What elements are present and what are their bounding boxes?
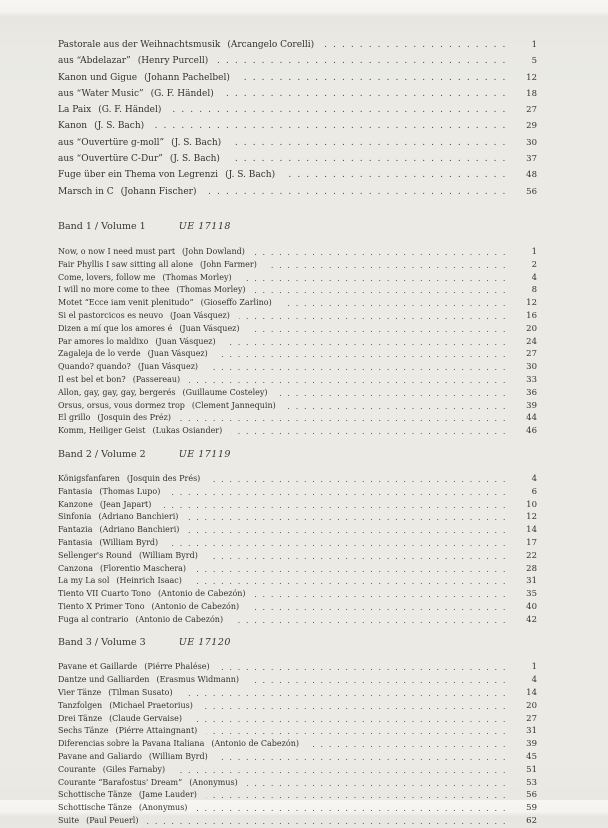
entry-title: Pavane et Gaillarde: [58, 662, 138, 672]
entry-composer: (Piérre Attaingnant): [115, 726, 198, 736]
dot-leader: [281, 297, 507, 310]
entry-title: Il est bel et bon?: [58, 374, 126, 384]
entry-title: Vier Tänze: [58, 688, 102, 698]
band-3-catalog-number: UE 17120: [178, 637, 231, 649]
entry-page-number: 4: [531, 473, 537, 484]
entry-page-number: 4: [531, 272, 537, 283]
toc-entry-row: [58, 102, 537, 118]
entry-title: Königsfanfaren: [58, 473, 120, 483]
entry-title: aus “Ouvertüre C-Dur”: [58, 154, 163, 165]
entry-title: Tanzfolgen: [58, 700, 103, 710]
entry-title: Suite: [58, 816, 80, 826]
entry-composer: (Thomas Morley): [162, 272, 232, 282]
toc-entry-row: [58, 361, 537, 374]
entry-composer: (Josquin des Préz): [97, 413, 171, 423]
band-1-catalog-number: UE 17118: [178, 220, 231, 232]
entry-page-number: 8: [531, 285, 537, 296]
toc-entry-row: [58, 86, 537, 102]
entry-composer: (Adriano Banchieri): [99, 525, 180, 535]
entry-composer: (Juan Vásquez): [137, 362, 199, 372]
toc-entry-row: [58, 425, 537, 438]
toc-entry-row: [58, 135, 537, 151]
toc-entry-row: [58, 777, 537, 790]
entry-composer: (Antonio de Cabezón): [151, 601, 240, 611]
entry-page-number: 30: [526, 137, 537, 148]
toc-entry-row: [58, 184, 537, 200]
toc-entry-row: [58, 167, 537, 183]
entry-composer: (Paul Peuerl): [86, 816, 139, 826]
entry-title: El grillo: [58, 413, 91, 423]
entry-title: Allon, gay, gay, gay, bergerés: [58, 387, 176, 397]
toc-entry-row: [58, 374, 537, 387]
table-of-contents: [58, 0, 537, 828]
toc-entry-row: [58, 412, 537, 425]
entry-composer: (William Byrd): [148, 752, 208, 762]
toc-entry-list: [58, 473, 537, 627]
dot-leader: [248, 674, 507, 687]
toc-entry-row: [58, 751, 537, 764]
entry-page-number: 42: [526, 614, 537, 625]
entry-page-number: 6: [531, 486, 537, 497]
toc-entry-row: [58, 259, 537, 272]
entry-composer: (Claude Gervaise): [109, 713, 182, 723]
toc-entry-row: [58, 524, 537, 537]
entry-composer: (William Byrd): [139, 550, 198, 560]
entry-composer: (Antonio de Cabezón): [157, 589, 246, 599]
entry-title: Kanon und Gigue: [58, 72, 138, 83]
band-2-catalog-number: UE 17119: [178, 448, 231, 460]
entry-composer: (Passereau): [132, 374, 181, 384]
entry-title: Zagaleja de lo verde: [58, 349, 141, 359]
entry-composer: (Arcangelo Corelli): [227, 40, 315, 50]
toc-entry-row: [58, 118, 537, 134]
entry-page-number: 31: [526, 576, 537, 587]
entry-composer: (Thomas Morley): [176, 285, 246, 295]
entry-title: Fair Phyllis I saw sitting all alone: [58, 259, 193, 269]
entry-page-number: 27: [526, 105, 537, 116]
entry-composer: (G. F. Händel): [98, 105, 162, 116]
entry-title: I will no more come to thee: [58, 285, 170, 295]
entry-page-number: 12: [526, 298, 537, 309]
entry-page-number: 17: [526, 537, 537, 548]
entry-page-number: 2: [531, 259, 537, 270]
entry-page-number: 46: [526, 426, 537, 437]
entry-title: aus “Abdelazar”: [58, 56, 131, 67]
entry-composer: (Antonio de Cabezón): [135, 614, 224, 624]
dot-leader: [202, 700, 507, 713]
dot-leader: [308, 738, 507, 751]
toc-entry-row: [58, 550, 537, 563]
entry-title: Orsus, orsus, vous dormez trop: [58, 400, 185, 410]
entry-page-number: 24: [526, 336, 537, 347]
entry-page-number: 1: [531, 246, 537, 257]
toc-entry-row: [58, 297, 537, 310]
toc-entry-row: [58, 499, 537, 512]
band-3-header: [58, 637, 537, 649]
dot-leader: [169, 486, 507, 499]
entry-title: Dizen a mí que los amores é: [58, 323, 173, 333]
entry-page-number: 39: [526, 739, 537, 750]
entry-title: Kanzone: [58, 499, 93, 509]
dot-leader: [153, 118, 507, 134]
dot-leader: [255, 588, 507, 601]
entry-title: Sinfonia: [58, 512, 92, 522]
entry-composer: (Henry Purcell): [137, 56, 209, 67]
entry-composer: (J. S. Bach): [94, 121, 145, 132]
entry-composer: (Joan Vásquez): [170, 310, 230, 320]
entry-title: Tiento X Primer Tono: [58, 601, 145, 611]
dot-leader: [207, 550, 507, 563]
dot-leader: [182, 687, 507, 700]
dot-leader: [191, 575, 507, 588]
entry-title: aus “Ouvertüre g-moll”: [58, 137, 165, 148]
entry-composer: (Juan Vásquez): [147, 349, 208, 359]
dot-leader: [189, 374, 507, 387]
band-1-title: Band 1 / Volume 1: [58, 220, 146, 232]
entry-page-number: 48: [526, 170, 537, 181]
entry-page-number: 22: [526, 550, 537, 561]
entry-title: Sellenger's Round: [58, 550, 133, 560]
toc-entry-row: [58, 815, 537, 828]
toc-entry-row: [58, 601, 537, 614]
entry-composer: (J. S. Bach): [171, 137, 222, 148]
toc-entry-row: [58, 687, 537, 700]
toc-entry-row: [58, 336, 537, 349]
entry-composer: (Giles Farnaby): [102, 764, 166, 774]
entry-page-number: 20: [526, 323, 537, 334]
band-1-header: [58, 221, 537, 233]
toc-entry-row: [58, 537, 537, 550]
entry-composer: (Jean Japart): [99, 499, 152, 509]
entry-title: La Paix: [58, 105, 92, 116]
entry-composer: (John Dowland): [182, 246, 245, 256]
entry-composer: (Clement Jannequin): [191, 400, 276, 410]
toc-entry-row: [58, 713, 537, 726]
entry-title: aus “Water Music”: [58, 88, 144, 99]
dot-leader: [206, 725, 507, 738]
entry-composer: (Florentio Maschera): [100, 563, 187, 573]
dot-leader: [223, 86, 507, 102]
entry-page-number: 1: [531, 40, 537, 50]
entry-composer: (Tilman Susato): [108, 688, 173, 698]
band-2-title: Band 2 / Volume 2: [58, 448, 146, 460]
toc-entry-row: [58, 674, 537, 687]
dot-leader: [206, 789, 507, 802]
entry-composer: (Josquin des Prés): [126, 473, 201, 483]
entry-page-number: 29: [526, 121, 537, 132]
dot-leader: [229, 151, 507, 167]
toc-entry-row: [58, 486, 537, 499]
toc-entry-row: [58, 588, 537, 601]
entry-composer: (Lukas Osiander): [152, 426, 223, 436]
entry-composer: (Heinrich Isaac): [116, 576, 182, 586]
toc-entry-row: [58, 614, 537, 627]
entry-page-number: 27: [526, 349, 537, 360]
dot-leader: [180, 412, 507, 425]
dot-leader: [232, 614, 507, 627]
toc-entry-row: [58, 764, 537, 777]
dot-leader: [147, 815, 507, 828]
toc-entry-row: [58, 70, 537, 86]
entry-page-number: 12: [526, 512, 537, 523]
entry-title: Motet “Ecce iam venit plenitudo”: [58, 298, 194, 308]
dot-leader: [206, 184, 508, 200]
entry-composer: (Thomas Lupo): [99, 486, 161, 496]
entry-page-number: 31: [526, 726, 537, 737]
toc-entry-row: [58, 323, 537, 336]
entry-page-number: 14: [526, 525, 537, 536]
entry-composer: (Piérre Phalése): [144, 662, 210, 672]
entry-page-number: 62: [526, 816, 537, 827]
entry-composer: (Juan Vásquez): [155, 336, 216, 346]
toc-entry-row: [58, 725, 537, 738]
toc-section-band-3: [58, 637, 537, 827]
toc-entry-row: [58, 789, 537, 802]
dot-leader: [277, 387, 507, 400]
dot-leader: [196, 802, 507, 815]
entry-page-number: 39: [526, 400, 537, 411]
entry-title: La my La sol: [58, 576, 110, 586]
entry-composer: (William Byrd): [99, 537, 159, 547]
dot-leader: [285, 400, 507, 413]
entry-composer: (Gioseffo Zarlino): [200, 298, 272, 308]
entry-title: Si el pastorcicos es neuvo: [58, 310, 164, 320]
dot-leader: [207, 361, 507, 374]
entry-page-number: 5: [531, 56, 537, 67]
entry-composer: (Anonymus): [189, 777, 238, 787]
entry-composer: (Adriano Banchieri): [98, 512, 179, 522]
entry-composer: (Anonymus): [138, 803, 188, 813]
entry-title: Courante “Barafostus' Dream”: [58, 777, 183, 787]
dot-leader: [217, 348, 507, 361]
band-2-header: [58, 449, 537, 461]
toc-entry-row: [58, 575, 537, 588]
entry-page-number: 36: [526, 387, 537, 398]
entry-page-number: 30: [526, 362, 537, 373]
entry-page-number: 10: [526, 499, 537, 510]
entry-page-number: 35: [526, 589, 537, 600]
dot-leader: [209, 473, 507, 486]
entry-title: Par amores lo maldixo: [58, 336, 149, 346]
dot-leader: [174, 764, 507, 777]
toc-entry-row: [58, 700, 537, 713]
dot-leader: [167, 537, 507, 550]
entry-composer: (Johann Fischer): [120, 186, 197, 197]
dot-leader: [217, 53, 507, 69]
entry-title: Fantazia: [58, 525, 93, 535]
entry-title: Pavane and Galiardo: [58, 752, 142, 762]
toc-entry-row: [58, 348, 537, 361]
toc-entry-list: [58, 661, 537, 827]
dot-leader: [225, 336, 507, 349]
dot-leader: [231, 425, 507, 438]
toc-entry-row: [58, 738, 537, 751]
entry-title: Schottische Tänze: [58, 790, 132, 800]
dot-leader: [188, 524, 507, 537]
dot-leader: [230, 135, 507, 151]
entry-composer: (Jame Lauder): [138, 790, 197, 800]
dot-leader: [217, 751, 507, 764]
entry-page-number: 59: [526, 803, 537, 814]
entry-page-number: 40: [526, 601, 537, 612]
entry-page-number: 18: [526, 88, 537, 99]
dot-leader: [160, 499, 507, 512]
entry-composer: (Michael Praetorius): [109, 700, 193, 710]
toc-section-band-1: [58, 221, 537, 438]
entry-title: Marsch in C: [58, 186, 114, 197]
dot-leader: [241, 272, 507, 285]
entry-composer: (J. S. Bach): [169, 154, 220, 165]
toc-entry-row: [58, 310, 537, 323]
dot-leader: [195, 563, 507, 576]
dot-leader: [191, 713, 507, 726]
entry-composer: (Erasmus Widmann): [156, 675, 240, 685]
toc-entry-row: [58, 802, 537, 815]
toc-entry-row: [58, 387, 537, 400]
entry-page-number: 56: [526, 186, 537, 197]
entry-page-number: 16: [526, 310, 537, 321]
entry-page-number: 20: [526, 700, 537, 711]
entry-title: Courante: [58, 764, 96, 774]
toc-entry-row: [58, 53, 537, 69]
toc-entry-row: [58, 272, 537, 285]
dot-leader: [170, 102, 507, 118]
toc-entry-row: [58, 563, 537, 576]
entry-page-number: 51: [526, 764, 537, 775]
entry-composer: (Johann Pachelbel): [144, 72, 230, 83]
entry-page-number: 45: [526, 752, 537, 763]
entry-page-number: 33: [526, 374, 537, 385]
entry-title: Tiento VII Cuarto Tono: [58, 589, 151, 599]
toc-entry-row: [58, 37, 537, 53]
toc-entry-row: [58, 473, 537, 486]
entry-page-number: 44: [526, 413, 537, 424]
entry-page-number: 4: [531, 675, 537, 686]
toc-entry-row: [58, 400, 537, 413]
toc-entry-row: [58, 511, 537, 524]
dot-leader: [239, 310, 507, 323]
entry-title: Drei Tänze: [58, 713, 103, 723]
entry-composer: (John Farmer): [199, 259, 257, 269]
entry-composer: (J. S. Bach): [225, 170, 276, 181]
entry-page-number: 56: [526, 790, 537, 801]
entry-title: Kanon: [58, 121, 88, 132]
entry-title: Quando? quando?: [58, 362, 131, 372]
dot-leader: [266, 259, 507, 272]
toc-entry-row: [58, 661, 537, 674]
entry-page-number: 1: [531, 662, 537, 673]
toc-entry-list: [58, 246, 537, 438]
entry-title: Pastorale aus der Weihnachtsmusik: [58, 40, 221, 50]
dot-leader: [323, 37, 507, 53]
toc-entry-list: [58, 37, 537, 200]
entry-page-number: 27: [526, 713, 537, 724]
entry-title: Schottische Tänze: [58, 803, 132, 813]
entry-composer: (G. F. Händel): [150, 88, 214, 99]
toc-entry-row: [58, 151, 537, 167]
entry-composer: (Juan Vásquez): [179, 323, 240, 333]
dot-leader: [247, 777, 507, 790]
dot-leader: [248, 601, 507, 614]
entry-title: Sechs Tänze: [58, 726, 109, 736]
entry-title: Come, lovers, follow me: [58, 272, 156, 282]
toc-section-band-2: [58, 449, 537, 627]
dot-leader: [255, 284, 507, 297]
entry-composer: (Antonio de Cabezón): [211, 739, 299, 749]
entry-title: Fantasia: [58, 537, 93, 547]
entry-title: Canzona: [58, 563, 93, 573]
entry-composer: (Guillaume Costeley): [182, 387, 268, 397]
dot-leader: [239, 70, 507, 86]
entry-title: Fuga al contrario: [58, 614, 129, 624]
dot-leader: [219, 661, 507, 674]
band-3-title: Band 3 / Volume 3: [58, 637, 146, 649]
toc-section-intro: [58, 37, 537, 200]
dot-leader: [254, 246, 507, 259]
entry-page-number: 14: [526, 688, 537, 699]
entry-title: Diferencias sobre la Pavana Italiana: [58, 739, 205, 749]
entry-page-number: 37: [526, 154, 537, 165]
entry-title: Fantasia: [58, 486, 93, 496]
entry-title: Dantze und Galliarden: [58, 675, 150, 685]
dot-leader: [284, 167, 507, 183]
entry-page-number: 53: [526, 777, 537, 788]
entry-page-number: 28: [526, 563, 537, 574]
entry-title: Now, o now I need must part: [58, 246, 176, 256]
toc-entry-row: [58, 246, 537, 259]
dot-leader: [187, 511, 507, 524]
toc-entry-row: [58, 284, 537, 297]
dot-leader: [249, 323, 507, 336]
entry-page-number: 12: [526, 72, 537, 83]
entry-title: Fuge über ein Thema von Legrenzi: [58, 170, 219, 181]
entry-title: Komm, Heiliger Geist: [58, 426, 146, 436]
